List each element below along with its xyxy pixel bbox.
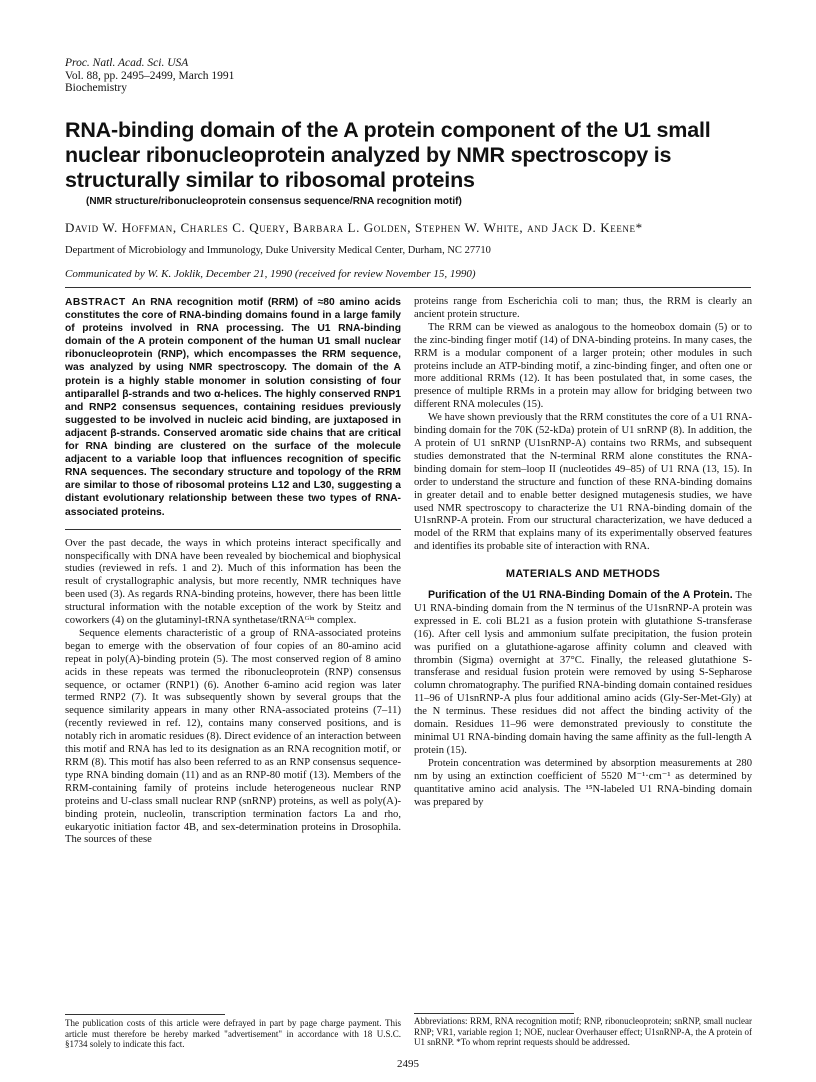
abstract: [65, 296, 401, 519]
abbreviations-note: Abbreviations: RRM, RNA recognition motif; RNP, ribonucleoprotein; snRNP, small nuclear RNP; VR1, variable region 1; NOE, nuclear Overhauser effect; U1snRNP-A, the A protein of U1 snRNP. *To whom reprint requests should be addressed.: [414, 1016, 752, 1047]
journal-section: Biochemistry: [65, 82, 127, 94]
intro-paragraph-5: We have shown previously that the RRM constitutes the core of a U1 RNA-binding domain for the 70K (52-kDa) protein of U1 snRNP (8). In addition, the A protein of U1 snRNP (U1snRNP-A) contains two RRMs, and subsequent studies demonstrated that the N-terminal RRM alone constitutes the RNA-binding domain for stem–loop II (nucleotides 49–85) of U1 RNA (13, 15). In order to understand the structure and function of these RNA-binding domains in greater detail and to enable better designed mutagenesis studies, we have used NMR spectroscopy to characterize the U1 RNA-binding domain of the U1snRNP-A protein. From our structural characterization, we have deduced a model of the RRM that explains many of its experimentally observed features and identifies its probable site of interaction with RNA.: [414, 412, 752, 553]
footnote-divider-left: [65, 1014, 225, 1015]
methods-paragraph-1-text: The U1 RNA-binding domain from the N terminus of the U1snRNP-A protein was expressed in E. coli BL21 as a fusion protein with glutathione S-transferase (16). After cell lysis and ammonium sulfate precipitation, the fusion protein was purified on a glutathione-agarose affinity column and cleaved with thrombin (Sigma) overnight at 37°C. Finally, the released glutathione S-transferase and residual fusion protein were removed by using S-Sepharose column chromatography. The purified RNA-binding domain contained residues 11–96 of U1snRNP-A plus four additional amino acids (Gly-Ser-Met-Gly) at the N terminus. These residues did not affect the binding activity of the domain. Residues 11–96 were demonstrated previously to constitute the minimal U1 RNA-binding domain having the same affinity as the full-length A protein (15).: [414, 590, 752, 756]
article-title: RNA-binding domain of the A protein component of the U1 small nuclear ribonucleoprotein analyzed by NMR spectroscopy is structurally similar to ribosomal proteins: [65, 118, 711, 192]
header-divider: [65, 287, 751, 288]
page-number: 2495: [397, 1058, 419, 1070]
footnote-divider-right: [414, 1013, 574, 1014]
methods-heading: MATERIALS AND METHODS: [505, 568, 661, 581]
publication-cost-note: The publication costs of this article were defrayed in part by page charge payment. This article must therefore be hereby marked "advertisement" in accordance with 18 U.S.C. §1734 solely to indicate this fact.: [65, 1018, 401, 1049]
methods-paragraph-2: Protein concentration was determined by absorption measurements at 280 nm by using an extinction coefficient of 5520 M⁻¹·cm⁻¹ as determined by quantitative amino acid analysis. The ¹⁵N-labeled U1 RNA-binding domain was prepared by: [414, 757, 752, 808]
journal-volume: Vol. 88, pp. 2495–2499, March 1991: [65, 69, 235, 82]
keywords: (NMR structure/ribonucleoprotein consensus sequence/RNA recognition motif): [86, 196, 462, 207]
communicated-line: Communicated by W. K. Joklik, December 21, 1990 (received for review November 15, 1990): [65, 268, 476, 280]
right-column: [414, 296, 752, 809]
abstract-divider: [65, 529, 401, 530]
author-list: David W. Hoffman, Charles C. Query, Barbara L. Golden, Stephen W. White, and Jack D. Keene*: [65, 220, 643, 235]
left-column: [65, 296, 401, 847]
journal-name: Proc. Natl. Acad. Sci. USA: [65, 57, 189, 69]
intro-paragraph-2: Sequence elements characteristic of a group of RNA-associated proteins began to emerge with the observation of four copies of an 80-amino acid repeat in poly(A)-binding protein (5). The most conserved region of 8 amino acids in these repeats was termed the ribonucleoprotein (RNP) consensus sequence, or octamer (RNP1) (6). Another 6-amino acid region was later termed RNP2 (7). It was subsequently shown by several groups that the sequence similarity appears in many other RNA-associated proteins (7–11) (recently reviewed in ref. 12), contains many conserved positions, and is notably rich in aromatic residues (8). Direct evidence of an interaction between this motif and RNA has led to its designation as an RNA recognition motif, or RRM (8). This motif has also been referred to as an RNP consensus sequence-type RNA binding domain (11) and as an RNP-80 motif (13). Members of the RRM-containing family of proteins include heterogeneous nuclear RNP proteins and U-class small nuclear RNP (snRNP) proteins, as well as poly(A)-binding protein, nucleolin, transcription termination factors La and rho, eukaryotic initiation factor 4B, and sex-determination proteins in Drosophila. The sources of these: [65, 627, 401, 846]
abstract-text: An RNA recognition motif (RRM) of ≈80 amino acids constitutes the core of RNA-binding domains found in a large family of proteins involved in RNA processing. The U1 RNA-binding domain of the A protein component of the human U1 small nuclear ribonucleoprotein (RNP), which encompasses the RRM sequence, was analyzed by using NMR spectroscopy. The domain of the A protein is a highly stable monomer in solution consisting of four antiparallel β-strands and two α-helices. The highly conserved RNP1 and RNP2 consensus sequences, containing residues previously suggested to be involved in nucleic acid binding, are juxtaposed in adjacent β-strands. Conserved aromatic side chains that are critical for RNA binding are clustered on the surface of the molecule adjacent to a variable loop that influences recognition of specific RNA sequences. The secondary structure and topology of the RRM are similar to those of ribosomal proteins L12 and L30, suggesting a distant evolutionary relationship between these two types of RNA-associated proteins.: [65, 297, 401, 518]
methods-paragraph-1: [414, 589, 752, 758]
intro-paragraph-4: The RRM can be viewed as analogous to the homeobox domain (5) or to the zinc-binding finger motif (14) of DNA-binding proteins. In many cases, the RRM is a modular component of a larger protein; other modules in such proteins include an ATP-binding motif, a zinc-binding finger, and often one or more additional RRMs (12). It has been postulated that, in some cases, the presence of multiple RRMs in a protein may allow for bridging between two different RNA molecules (15).: [414, 321, 752, 411]
intro-paragraph-1: Over the past decade, the ways in which proteins interact specifically and nonspecifically with DNA have been revealed by biochemical and biophysical studies (reviewed in refs. 1 and 2). Much of this information has been the result of crystallographic analysis, but more recently, NMR techniques have been used (3). As regards RNA-binding proteins, however, there has been little structural information with the notable exception of the work by Steitz and coworkers (4) on the glutaminyl-tRNA synthetase/tRNAᴳˡⁿ complex.: [65, 537, 401, 627]
affiliation: Department of Microbiology and Immunology, Duke University Medical Center, Durham, NC 27710: [65, 245, 491, 256]
abstract-label: ABSTRACT: [65, 297, 126, 308]
methods-subhead: Purification of the U1 RNA-Binding Domain of the A Protein.: [428, 589, 733, 602]
journal-header: [65, 57, 234, 95]
intro-paragraph-3: proteins range from Escherichia coli to man; thus, the RRM is clearly an ancient protein structure.: [414, 296, 752, 320]
